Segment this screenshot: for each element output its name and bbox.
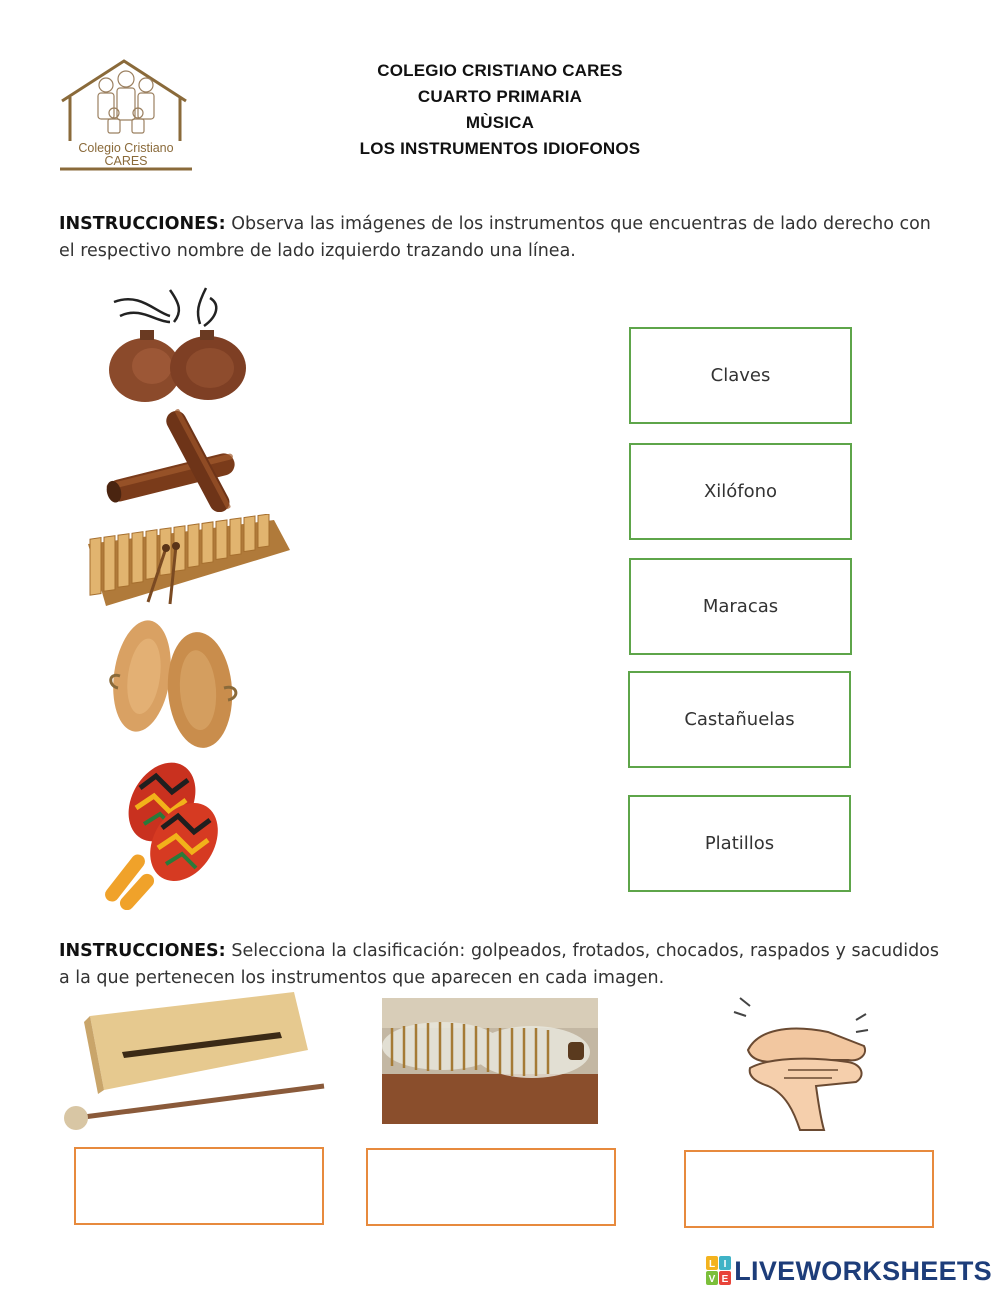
name-label: Xilófono xyxy=(703,481,778,502)
name-box-xilofono[interactable] xyxy=(629,443,852,540)
svg-text:E: E xyxy=(721,1274,729,1285)
instructions-1 xyxy=(59,211,939,265)
name-label: Platillos xyxy=(704,833,775,854)
instructions-2-text: Selecciona la clasificación: golpeados, frotados, chocados, raspados y sacudidos a la que pertenecen los instrumentos que aparecen en cada imagen. xyxy=(59,941,939,988)
name-box-platillos[interactable] xyxy=(628,795,851,892)
instructions-2 xyxy=(59,938,939,992)
name-label: Castañuelas xyxy=(684,709,795,730)
castanets-picture[interactable] xyxy=(100,282,262,408)
clapping-hands-picture xyxy=(728,990,878,1134)
svg-text:L: L xyxy=(709,1259,716,1270)
svg-text:V: V xyxy=(708,1274,716,1285)
liveworksheets-logo-icon xyxy=(706,1256,732,1286)
name-box-maracas[interactable] xyxy=(629,558,852,655)
subject: MÙSICA xyxy=(465,113,535,132)
school-name: COLEGIO CRISTIANO CARES xyxy=(377,61,623,80)
name-label: Claves xyxy=(710,365,771,386)
logo-line2: CARES xyxy=(104,154,148,168)
grade: CUARTO PRIMARIA xyxy=(417,87,583,106)
worksheet-title: LOS INSTRUMENTOS IDIOFONOS xyxy=(359,139,641,158)
liveworksheets-brand xyxy=(706,1254,992,1288)
liveworksheets-wordmark: LIVEWORKSHEETS xyxy=(734,1255,992,1286)
instructions-2-label: INSTRUCCIONES: xyxy=(59,941,226,961)
maracas-picture[interactable] xyxy=(100,758,228,910)
bottle-washboard-picture xyxy=(382,998,598,1124)
wood-block-picture xyxy=(62,990,326,1138)
logo-line1: Colegio Cristiano xyxy=(78,141,174,155)
name-box-claves[interactable] xyxy=(629,327,852,424)
name-box-castanuelas[interactable] xyxy=(628,671,851,768)
name-label: Maracas xyxy=(702,596,779,617)
svg-text:I: I xyxy=(723,1259,727,1270)
instructions-1-label: INSTRUCCIONES: xyxy=(59,214,226,234)
claves-picture[interactable] xyxy=(96,408,246,512)
cymbals-picture[interactable] xyxy=(106,614,244,752)
answer-box-3[interactable] xyxy=(684,1150,934,1228)
answer-box-2[interactable] xyxy=(366,1148,616,1226)
answer-box-1[interactable] xyxy=(74,1147,324,1225)
instructions-1-text: Observa las imágenes de los instrumentos que encuentras de lado derecho con el respectivo nombre de lado izquierdo trazando una línea. xyxy=(59,214,931,261)
xylophone-picture[interactable] xyxy=(84,514,294,614)
